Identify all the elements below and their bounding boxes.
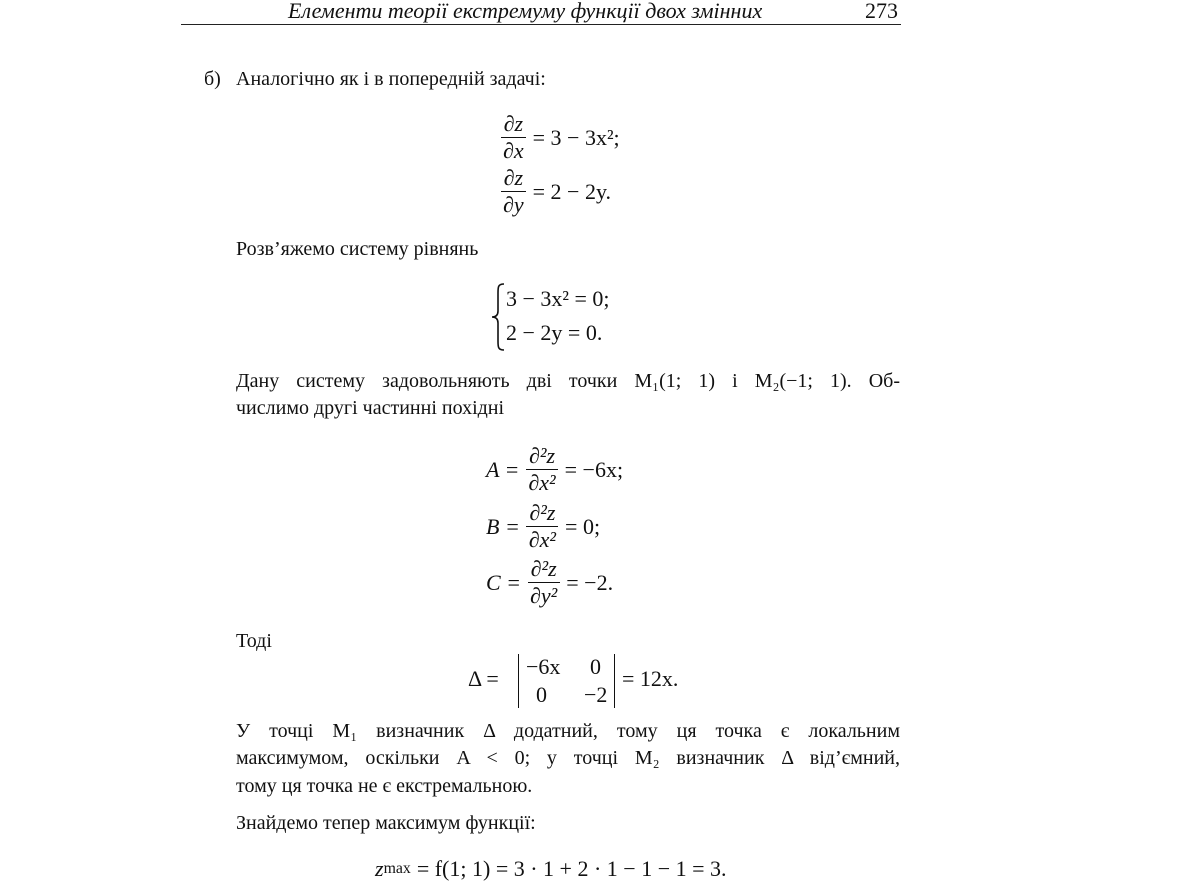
find-max-text: Знайдемо тепер максимум функції:: [236, 812, 536, 834]
determinant-a11: −6x: [526, 654, 561, 679]
determinant-bar-left: [518, 654, 519, 708]
conclusion-line-3: тому ця точка не є екстремальною.: [236, 775, 533, 797]
equation-dzdx: [494, 112, 620, 163]
equation-b: [486, 501, 600, 552]
fraction-a: [525, 444, 558, 495]
system-brace: [490, 283, 506, 351]
running-header-title: Елементи теорії екстремуму функції двох змінних: [288, 0, 763, 23]
page-number: 273: [865, 0, 898, 23]
points-text-line-1: Дану систему задовольняють дві точки M₁(1; 1) і M₂(−1; 1). Об-: [236, 370, 900, 392]
fraction-numerator: ∂z: [501, 112, 526, 138]
then-text: Тоді: [236, 630, 272, 652]
max-formula-rhs: = f(1; 1) = 3 · 1 + 2 · 1 − 1 − 1 = 3.: [416, 856, 727, 881]
fraction-dzdx: [500, 112, 527, 163]
equation-rhs: = 0;: [565, 513, 601, 539]
determinant-a12: 0: [590, 654, 601, 679]
equation-dzdy: [494, 166, 611, 217]
system-equation-1: 3 − 3x² = 0;: [506, 286, 610, 311]
determinant-rhs: = 12x.: [622, 666, 679, 691]
fraction-dzdy: [500, 166, 527, 217]
intro-text: Аналогічно як і в попередній задачі:: [236, 68, 546, 90]
equation-lhs: A =: [486, 456, 520, 482]
determinant-bar-right: [614, 654, 615, 708]
equation-lhs: B =: [486, 513, 520, 539]
max-formula-lhs: z: [375, 856, 384, 881]
conclusion-line-2: максимумом, оскільки A < 0; у точці M₂ визначник Δ від’ємний,: [236, 747, 900, 769]
system-equation-2: 2 − 2y = 0.: [506, 320, 603, 345]
determinant-a22: −2: [584, 682, 608, 707]
header-rule: [181, 24, 901, 25]
fraction-denominator: ∂x²: [528, 527, 557, 553]
equation-rhs: = 3 − 3x²;: [532, 124, 620, 150]
determinant-a21: 0: [536, 682, 547, 707]
fraction-c: [527, 557, 560, 608]
equation-a: [486, 444, 623, 495]
points-text-line-2: числимо другі частинні похідні: [236, 397, 505, 419]
equation-c: [486, 557, 613, 608]
max-formula: [375, 856, 727, 882]
fraction-numerator: ∂²z: [528, 557, 560, 583]
fraction-numerator: ∂²z: [526, 444, 558, 470]
max-formula-subscript: max: [383, 860, 411, 877]
equation-lhs: C =: [486, 569, 522, 595]
fraction-denominator: ∂x: [503, 138, 524, 164]
fraction-denominator: ∂y: [503, 192, 524, 218]
fraction-denominator: ∂y²: [530, 583, 558, 609]
fraction-denominator: ∂x²: [528, 470, 556, 496]
fraction-b: [526, 501, 559, 552]
equation-rhs: = 2 − 2y.: [532, 178, 612, 204]
solve-text: Розв’яжемо систему рівнянь: [236, 238, 479, 260]
equation-rhs: = −6x;: [564, 456, 624, 482]
fraction-numerator: ∂²z: [526, 501, 558, 527]
determinant-lhs: Δ =: [468, 666, 499, 691]
fraction-numerator: ∂z: [501, 166, 526, 192]
item-label: б): [204, 68, 221, 90]
conclusion-line-1: У точці M₁ визначник Δ додатний, тому ця точка є локальним: [236, 720, 900, 742]
equation-rhs: = −2.: [566, 569, 614, 595]
